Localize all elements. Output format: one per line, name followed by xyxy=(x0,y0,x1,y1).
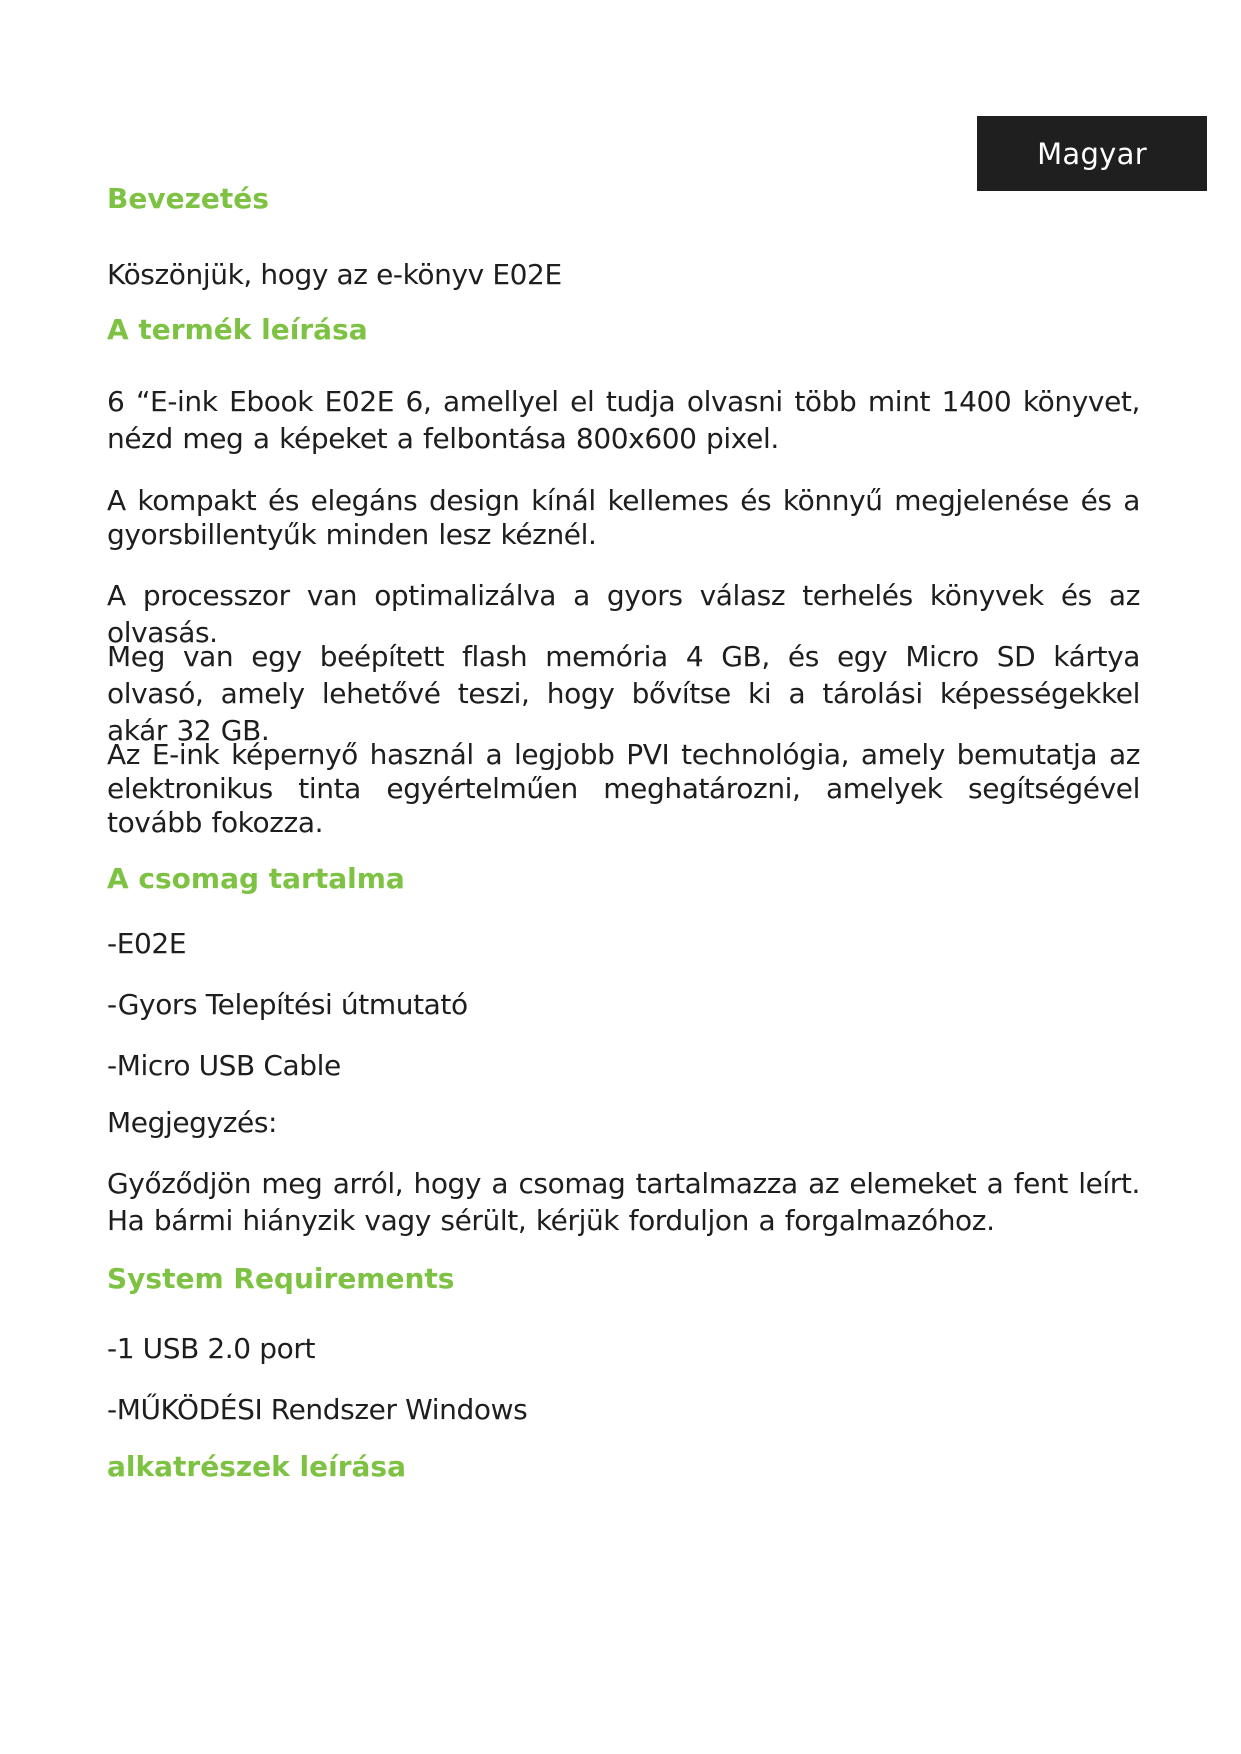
package-note-label: Megjegyzés: xyxy=(107,1106,278,1139)
package-item-e02e: -E02E xyxy=(107,927,187,960)
product-paragraph-4: Meg van egy beépített flash memória 4 GB, és egy Micro SD kártya olvasó, amely lehetővé teszi, hogy bővítse ki a tárolási képességekkel akár 32 GB. xyxy=(107,640,1140,747)
product-paragraph-2: A kompakt és elegáns design kínál kellemes és könnyű megjelenése és a gyorsbillentyűk minden lesz kéznél. xyxy=(107,484,1140,551)
requirement-os: -MŰKÖDÉSI Rendszer Windows xyxy=(107,1393,528,1426)
package-item-quick-guide: -Gyors Telepítési útmutató xyxy=(107,988,468,1021)
product-heading: A termék leírása xyxy=(107,313,368,346)
requirement-usb-port: -1 USB 2.0 port xyxy=(107,1332,316,1365)
product-paragraph-1: 6 “E-ink Ebook E02E 6, amellyel el tudja olvasni több mint 1400 könyvet, nézd meg a képeket a felbontása 800x600 pixel. xyxy=(107,385,1140,455)
intro-heading: Bevezetés xyxy=(107,182,269,215)
package-heading: A csomag tartalma xyxy=(107,862,405,895)
package-item-usb-cable: -Micro USB Cable xyxy=(107,1049,341,1082)
package-note-text: Győződjön meg arról, hogy a csomag tartalmazza az elemeket a fent leírt. Ha bármi hiányzik vagy sérült, kérjük forduljon a forgalmazóhoz. xyxy=(107,1167,1140,1237)
product-paragraph-5: Az E-ink képernyő használ a legjobb PVI technológia, amely bemutatja az elektronikus tinta egyértelműen meghatározni, amelyek segítségével tovább fokozza. xyxy=(107,738,1140,839)
product-paragraph-3: A processzor van optimalizálva a gyors válasz terhelés könyvek és az olvasás. xyxy=(107,579,1140,649)
language-tab: Magyar xyxy=(977,116,1207,191)
intro-text: Köszönjük, hogy az e-könyv E02E xyxy=(107,258,562,291)
parts-heading: alkatrészek leírása xyxy=(107,1450,406,1483)
requirements-heading: System Requirements xyxy=(107,1262,455,1295)
